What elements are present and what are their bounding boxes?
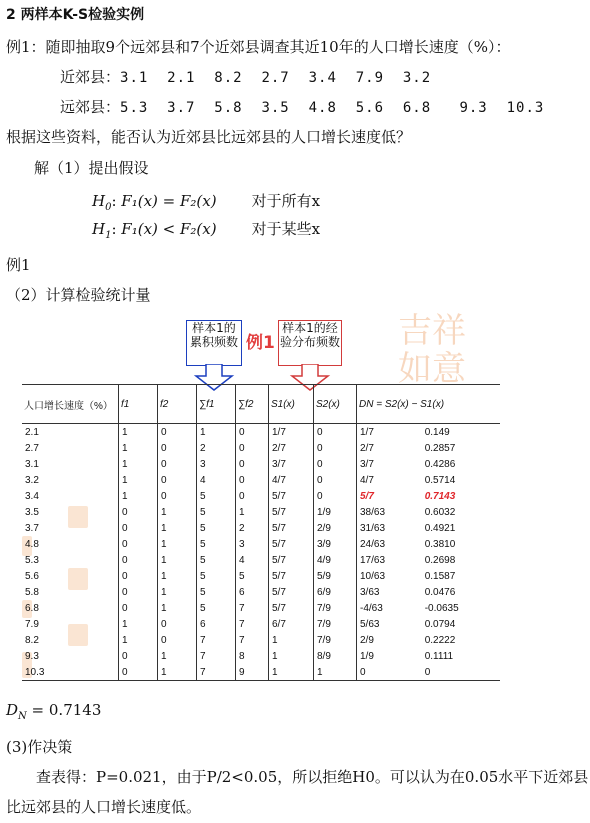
far-label: 远郊县：	[60, 98, 121, 116]
table-body	[22, 424, 500, 681]
table-cell: 4	[236, 552, 269, 568]
table-header-row	[22, 385, 500, 424]
question-text: 根据这些资料，能否认为近郊县比远郊县的人口增长速度低？	[6, 128, 412, 146]
table-cell: 7	[236, 616, 269, 632]
column-header: f2	[158, 385, 197, 424]
table-cell: 5/63	[357, 616, 413, 632]
table-cell: 24/63	[357, 536, 413, 552]
hypothesis-h1: $H_1$: F₁(x) < F₂(x) 对于某些x	[92, 220, 321, 242]
table-cell: 1	[119, 616, 158, 632]
table-cell: 0.1587	[424, 570, 456, 582]
table-cell: 9.3	[25, 650, 39, 662]
table-cell: 4/9	[314, 552, 357, 568]
table-cell: 0.5714	[424, 474, 456, 486]
table-cell: 6.8	[25, 602, 39, 614]
table-cell: 1	[236, 504, 269, 520]
table-cell: 9	[236, 664, 269, 681]
table-cell: 5/7	[269, 552, 314, 568]
near-suburb-line	[60, 66, 431, 87]
table-cell: 1	[119, 424, 158, 441]
table-row	[22, 456, 500, 472]
table-cell: 1	[158, 648, 197, 664]
decision-line-2: 比远郊县的人口增长速度低。	[6, 798, 202, 816]
step1-heading: 解（1）提出假设	[34, 159, 149, 177]
table-cell: 3.4	[25, 490, 39, 502]
h0-subscript: 0	[105, 202, 112, 214]
table-cell: 1	[119, 488, 158, 504]
column-header: DN = S2(x) − S1(x)	[357, 385, 501, 424]
table-cell: 5/7	[269, 504, 314, 520]
table-cell: 0.6032	[424, 506, 456, 518]
table-cell: 0	[158, 456, 197, 472]
table-cell: 2/7	[269, 440, 314, 456]
table-cell: 2/9	[357, 632, 413, 648]
table-cell: 0	[158, 488, 197, 504]
table-cell: 0	[119, 664, 158, 681]
table-cell: 2.1	[25, 426, 39, 438]
table-cell: 5	[197, 504, 236, 520]
section-title: 2 两样本K-S检验实例	[6, 7, 145, 23]
table-cell: 0	[158, 472, 197, 488]
near-values: 3.1 2.1 8.2 2.7 3.4 7.9 3.2	[120, 70, 432, 86]
table-row	[22, 440, 500, 456]
table-cell: 6	[197, 616, 236, 632]
table-cell: 0.2222	[424, 634, 456, 646]
far-values: 5.3 3.7 5.8 3.5 4.8 5.6 6.8 9.3 10.3	[120, 100, 545, 116]
table-row	[22, 568, 500, 584]
table-row	[22, 520, 500, 536]
table-cell: 2/9	[314, 520, 357, 536]
table-cell: 7/9	[314, 616, 357, 632]
table-row	[22, 600, 500, 616]
table-cell: 1	[269, 664, 314, 681]
table-cell: 7	[236, 632, 269, 648]
example-intro: 例1：随即抽取9个远郊县和7个近郊县调查其近10年的人口增长速度（%）：	[6, 38, 511, 56]
table-cell: 3.7	[25, 522, 39, 534]
table-cell: 6/7	[269, 616, 314, 632]
callout-empirical-distribution: 样本1的经验分布频数	[278, 320, 342, 366]
table-row	[22, 616, 500, 632]
table-cell: 0.2698	[424, 554, 456, 566]
table-cell: 1	[158, 584, 197, 600]
table-cell: 31/63	[357, 520, 413, 536]
table-cell: 8.2	[25, 634, 39, 646]
table-cell: 3/63	[357, 584, 413, 600]
table-cell: 0	[119, 552, 158, 568]
table-cell: 4	[197, 472, 236, 488]
table-cell: 5/7	[269, 584, 314, 600]
table-row	[22, 488, 500, 504]
example-caption: 例1	[6, 256, 31, 274]
table-cell: 0	[314, 472, 357, 488]
table-cell: 0	[119, 536, 158, 552]
table-cell: 7/9	[314, 632, 357, 648]
table-cell: 0	[236, 488, 269, 504]
table-cell: 0	[314, 440, 357, 456]
table-cell: 0	[314, 456, 357, 472]
table-cell: 0	[158, 440, 197, 456]
table-cell: 0	[314, 424, 357, 441]
table-row	[22, 648, 500, 664]
callout-example-label: 例1	[246, 333, 275, 353]
near-label: 近郊县：	[60, 68, 121, 86]
table-cell: 5/7	[269, 488, 314, 504]
table-cell: 5	[197, 552, 236, 568]
column-header: ∑f1	[197, 385, 236, 424]
table-cell: 1	[158, 664, 197, 681]
table-row	[22, 552, 500, 568]
table-cell: 0	[119, 600, 158, 616]
table-cell: 5	[197, 488, 236, 504]
table-cell: 0	[158, 616, 197, 632]
table-cell: 2	[197, 440, 236, 456]
table-cell: 5/7	[357, 488, 413, 504]
h1-symbol: H	[92, 220, 106, 238]
table-cell: 4/7	[357, 472, 413, 488]
far-suburb-line	[60, 96, 544, 117]
h1-expression: F₁(x) < F₂(x)	[121, 220, 217, 238]
h1-note: 对于某些x	[251, 220, 321, 238]
table-cell: 17/63	[357, 552, 413, 568]
table-cell: 1/7	[269, 424, 314, 441]
table-cell: 5	[197, 536, 236, 552]
table-row	[22, 504, 500, 520]
table-cell: 5.3	[25, 554, 39, 566]
table-cell: 3/7	[269, 456, 314, 472]
table-row	[22, 472, 500, 488]
table-row	[22, 664, 500, 681]
table-cell: 4.8	[25, 538, 39, 550]
table-cell: 38/63	[357, 504, 413, 520]
table-cell: 0.3810	[424, 538, 456, 550]
column-header: S2(x)	[314, 385, 357, 424]
table-cell: 1	[119, 472, 158, 488]
table-cell: 1	[158, 568, 197, 584]
table-cell: 1	[197, 424, 236, 441]
table-cell: 0	[119, 584, 158, 600]
table-cell: 5.8	[25, 586, 39, 598]
table-cell: 1	[158, 504, 197, 520]
table-cell: 2.7	[25, 442, 39, 454]
table-cell: 5/7	[269, 536, 314, 552]
table-cell: 3.5	[25, 506, 39, 518]
table-cell: 0	[314, 488, 357, 504]
h0-expression: F₁(x) = F₂(x)	[121, 192, 217, 210]
table-cell: 5	[197, 584, 236, 600]
table-cell: 10.3	[22, 664, 119, 681]
table-cell: 1/7	[357, 424, 413, 441]
table-cell: 0	[236, 456, 269, 472]
table-cell: 5/7	[269, 600, 314, 616]
table-cell: 0.7143	[424, 490, 456, 502]
h0-symbol: H	[92, 192, 106, 210]
table-cell: 3.1	[25, 458, 39, 470]
table-cell: 3.2	[25, 474, 39, 486]
table-row	[22, 536, 500, 552]
table-cell: 0	[119, 520, 158, 536]
table-cell: 0.2857	[424, 442, 456, 454]
table-cell: 3	[197, 456, 236, 472]
ks-computation-table	[22, 384, 500, 681]
table-cell: 1	[158, 552, 197, 568]
column-header: ∑f2	[236, 385, 269, 424]
table-cell: 7	[197, 664, 236, 681]
table-cell: 1/9	[314, 504, 357, 520]
table-cell: 1	[158, 536, 197, 552]
table-cell: 4/7	[269, 472, 314, 488]
h1-subscript: 1	[105, 230, 112, 242]
table-cell: 0	[236, 440, 269, 456]
table-cell: 0	[236, 424, 269, 441]
table-cell: 1	[158, 600, 197, 616]
hypothesis-h0: $H_0$: F₁(x) = F₂(x) 对于所有x	[92, 192, 321, 214]
table-cell: 6	[236, 584, 269, 600]
column-header: 人口增长速度（%）	[22, 385, 119, 424]
decorative-stamp-logo: 吉祥 如意	[398, 311, 466, 389]
table-cell: 8/9	[314, 648, 357, 664]
table-cell: 0.1111	[424, 650, 454, 662]
table-cell: 2	[236, 520, 269, 536]
table-row	[22, 424, 500, 441]
decision-line-1: 查表得：P=0.021，由于P/2<0.05，所以拒绝H0。可以认为在0.05水平下近郊县	[36, 768, 589, 786]
table-row	[22, 632, 500, 648]
table-cell: 0	[119, 648, 158, 664]
table-cell: 0	[158, 424, 197, 441]
dn-result: $D_N = 0.7143$	[6, 701, 102, 723]
table-cell: 0.0794	[424, 618, 456, 630]
table-cell: 0	[413, 664, 500, 681]
table-cell: 7	[197, 632, 236, 648]
table-cell: 5	[197, 520, 236, 536]
table-cell: 5/9	[314, 568, 357, 584]
table-cell: 5	[197, 600, 236, 616]
table-cell: 6/9	[314, 584, 357, 600]
table-cell: 1	[119, 632, 158, 648]
step3-heading: (3)作决策	[6, 738, 73, 756]
table-cell: 5/7	[269, 568, 314, 584]
table-cell: 5.6	[25, 570, 39, 582]
table-cell: 0.4286	[424, 458, 456, 470]
table-row	[22, 584, 500, 600]
table-cell: 10/63	[357, 568, 413, 584]
table-cell: 1	[119, 440, 158, 456]
table-cell: 5	[197, 568, 236, 584]
table-cell: 0.4921	[424, 522, 456, 534]
table-cell: 0	[119, 504, 158, 520]
table-cell: 1	[269, 648, 314, 664]
table-cell: 1/9	[357, 648, 413, 664]
table-cell: 2/7	[357, 440, 413, 456]
table-cell: 7	[197, 648, 236, 664]
table-cell: 7.9	[25, 618, 39, 630]
table-cell: 1	[119, 456, 158, 472]
table-cell: 3/7	[357, 456, 413, 472]
column-header: f1	[119, 385, 158, 424]
step2-heading: （2）计算检验统计量	[6, 286, 151, 304]
column-header: S1(x)	[269, 385, 314, 424]
callout-cumulative-frequency: 样本1的累积频数	[186, 320, 242, 366]
table-cell: 0	[357, 664, 413, 681]
table-cell: 3/9	[314, 536, 357, 552]
h0-note: 对于所有x	[251, 192, 321, 210]
table-cell: 5	[236, 568, 269, 584]
table-cell: 3	[236, 536, 269, 552]
table-cell: 8	[236, 648, 269, 664]
table-cell: 7/9	[314, 600, 357, 616]
table-cell: 0	[119, 568, 158, 584]
table-cell: 0.0476	[424, 586, 456, 598]
table-cell: 1	[269, 632, 314, 648]
table-cell: 0.149	[424, 426, 450, 438]
table-cell: 0	[236, 472, 269, 488]
table-cell: 1	[158, 520, 197, 536]
table-cell: -4/63	[357, 600, 413, 616]
table-cell: 0	[158, 632, 197, 648]
table-cell: 5/7	[269, 520, 314, 536]
dn-value: 0.7143	[48, 701, 102, 719]
table-cell: -0.0635	[424, 602, 459, 614]
table-cell: 1	[314, 664, 357, 681]
table-cell: 7	[236, 600, 269, 616]
